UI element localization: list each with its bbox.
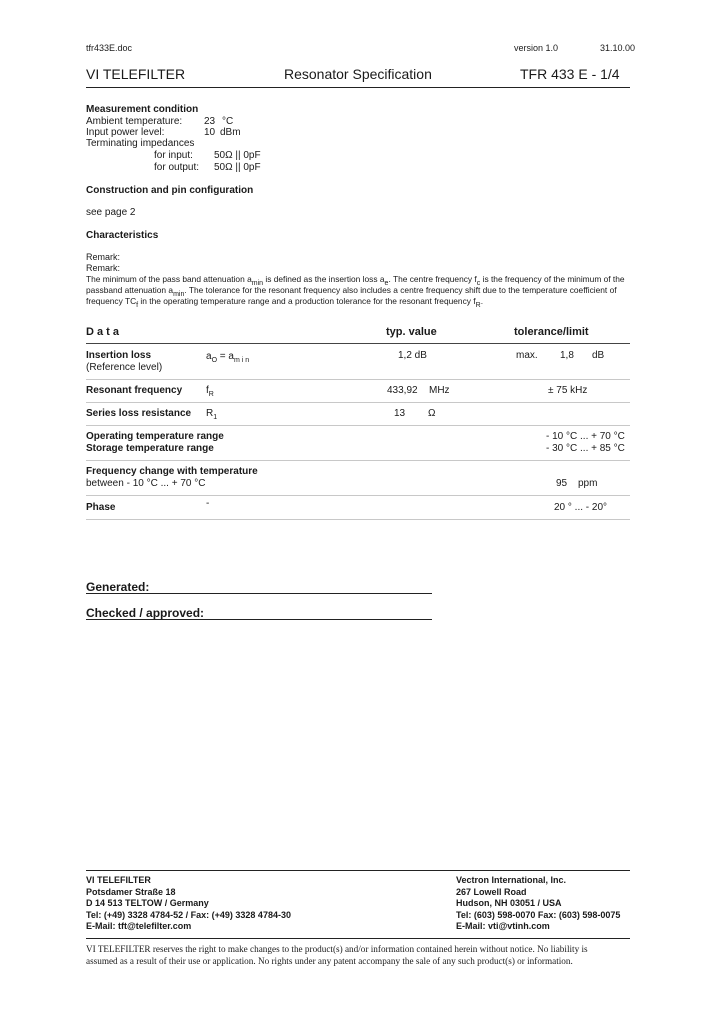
table-header-typ: typ. value [386,326,437,338]
power-value: 10 [204,127,216,138]
resonant-frequency-unit: MHz [429,385,450,396]
footer-address-left: VI TELEFILTER Potsdamer Straße 18 D 14 513 TELTOW / Germany Tel: (+49) 3328 4784-52 / Fax: (+49) 3328 4784-30 E-Mail: tft@telefilter.com [86,875,291,932]
row-divider [86,379,630,380]
version-label: version 1.0 [514,43,559,53]
insertion-loss-symbol: $a_O = a_{m i n}$ [206,351,250,364]
resonant-frequency-typ: 433,92 [387,385,418,396]
row-divider [86,402,630,403]
input-value: 50Ω || 0pF [214,150,261,161]
input-label: for input: [154,150,193,161]
output-label: for output: [154,162,200,173]
company-name: VI TELEFILTER [86,66,186,82]
footer-address-right: Vectron International, Inc. 267 Lowell Road Hudson, NH 03051 / USA Tel: (603) 598-0070 Fax: (603) 598-0075 E-Mail: vti@vtinh.com [456,875,621,932]
phase-tol: 20 ° ... - 20° [554,502,608,513]
phase-label: Phase [86,502,116,513]
remark-line-3: frequency $TC_f$ in the operating temperature range and a production tolerance for the resonant frequency $f_R$. [86,296,484,309]
header-rule [86,87,630,88]
storage-temp-label: Storage temperature range [86,443,214,454]
insertion-loss-max: max. [516,350,538,361]
resonant-frequency-label: Resonant frequency [86,385,183,396]
document-id: TFR 433 E - 1/4 [520,66,620,82]
phase-symbol: - [206,498,210,509]
construction-title: Construction and pin configuration [86,185,254,196]
output-value: 50Ω || 0pF [214,162,261,173]
measurement-title: Measurement condition [86,104,199,115]
insertion-loss-ref: (Reference level) [86,362,163,373]
series-resistance-typ: 13 [394,408,406,419]
freq-change-tol: 95 [556,478,568,489]
disclaimer-line-1: VI TELEFILTER reserves the right to make changes to the product(s) and/or information contained herein without notice. No liability is [86,944,588,954]
row-divider [86,495,630,496]
freq-change-label: Frequency change with temperature [86,466,258,477]
file-name: tfr433E.doc [86,43,133,53]
table-header-rule [86,343,630,344]
terminating-label: Terminating impedances [86,138,195,149]
insertion-loss-tol-unit: dB [592,350,605,361]
generated-label: Generated: [86,580,150,594]
storage-temp-tol: - 30 °C ... + 85 °C [546,443,625,454]
row-divider [86,425,630,426]
insertion-loss-tol: 1,8 [560,350,574,361]
table-header-data: D a t a [86,326,120,338]
freq-change-range: between - 10 °C ... + 70 °C [86,478,206,489]
remark-line-2: passband attenuation $a_{min}$. The tolerance for the resonant frequency also includes a centre frequency shift due to the temperature coefficient of [86,285,617,298]
row-divider [86,519,630,520]
table-header-tol: tolerance/limit [514,326,589,338]
remark-2: Remark: [86,263,121,273]
freq-change-tol-unit: ppm [578,478,598,489]
row-divider [86,460,630,461]
series-resistance-symbol: $R_1$ [206,408,218,421]
characteristics-title: Characteristics [86,230,159,241]
date-label: 31.10.00 [600,43,636,53]
document-title: Resonator Specification [284,66,432,82]
checked-label: Checked / approved: [86,606,205,620]
power-unit: dBm [220,127,241,138]
construction-text: see page 2 [86,207,136,218]
checked-signature-line [86,619,432,620]
operating-temp-tol: - 10 °C ... + 70 °C [546,431,625,442]
insertion-loss-typ: 1,2 dB [398,350,427,361]
resonant-frequency-tol: ± 75 kHz [548,385,588,396]
footer-top-rule [86,870,630,871]
resonant-frequency-symbol: $f_R$ [206,385,214,398]
series-resistance-label: Series loss resistance [86,408,192,419]
insertion-loss-label: Insertion loss [86,350,152,361]
series-resistance-unit: Ω [428,408,436,419]
generated-signature-line [86,593,432,594]
ambient-label: Ambient temperature: [86,116,183,127]
ambient-unit: °C [222,116,234,127]
disclaimer-line-2: assumed as a result of their use or application. No rights under any patent accompany the sale of any such product(s) or information. [86,956,573,966]
remark-1: Remark: [86,252,121,262]
remark-line-1: The minimum of the pass band attenuation $a_{min}$ is defined as the insertion loss $a_e$. The centre frequency $f_c$ is the frequency of the minimum of the [86,274,625,287]
power-label: Input power level: [86,127,165,138]
footer-bottom-rule [86,938,630,939]
ambient-value: 23 [204,116,216,127]
operating-temp-label: Operating temperature range [86,431,224,442]
